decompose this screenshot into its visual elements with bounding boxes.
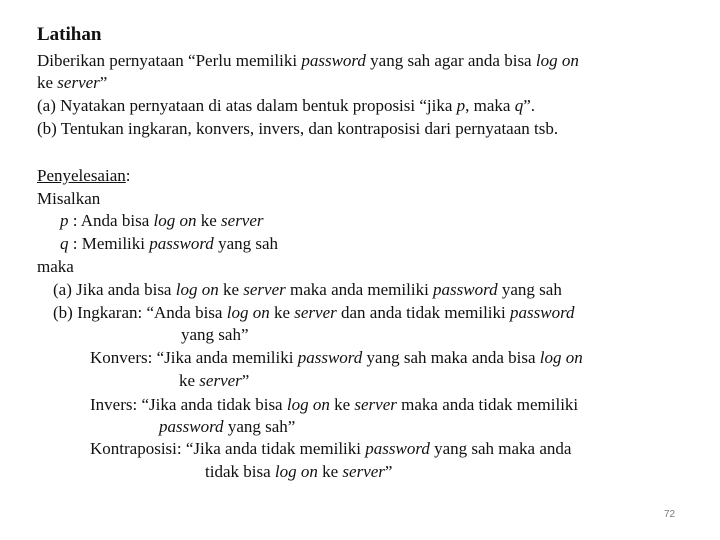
text: yang sah”: [223, 417, 296, 436]
konvers-line-2: [179, 370, 249, 392]
text: ke: [218, 280, 244, 299]
text: ke: [269, 303, 295, 322]
kontraposisi-line-1: [90, 438, 571, 460]
italic-term: password: [297, 348, 363, 367]
text: yang sah: [213, 234, 279, 253]
italic-term: log on: [535, 51, 579, 70]
misalkan-label: Misalkan: [37, 189, 101, 208]
italic-term: log on: [153, 211, 197, 230]
p-definition: [60, 210, 264, 232]
invers-line-1: [90, 394, 578, 416]
konvers-line-1: [90, 347, 583, 369]
solution-heading: [37, 165, 130, 187]
question-a: [37, 95, 535, 117]
text: Kontraposisi: “Jika anda tidak memiliki: [90, 439, 366, 458]
statement-line-1: [37, 50, 579, 72]
text: ”: [99, 73, 108, 92]
text: : Anda bisa: [68, 211, 154, 230]
text: ”: [384, 462, 393, 481]
text: ”: [241, 371, 250, 390]
italic-term: password: [159, 417, 224, 436]
statement-line-2: [37, 72, 107, 94]
italic-term: server: [354, 395, 397, 414]
text: yang sah maka anda bisa: [362, 348, 540, 367]
italic-term: server: [57, 73, 100, 92]
slide-title: Latihan: [37, 24, 102, 45]
italic-term: server: [221, 211, 264, 230]
text: ”.: [523, 96, 536, 115]
italic-term: password: [365, 439, 430, 458]
text: yang sah: [497, 280, 562, 299]
text: maka anda memiliki: [285, 280, 434, 299]
text: dan anda tidak memiliki: [336, 303, 510, 322]
answer-a: [53, 279, 562, 301]
text: Invers: “Jika anda tidak bisa: [90, 395, 287, 414]
text: Diberikan pernyataan “Perlu memiliki: [37, 51, 302, 70]
italic-term: log on: [274, 462, 318, 481]
answer-b-ingkaran: [53, 302, 575, 324]
text: ke: [179, 371, 200, 390]
italic-term: password: [149, 234, 214, 253]
text: ke: [317, 462, 343, 481]
italic-term: server: [342, 462, 385, 481]
answer-b-ingkaran-cont: yang sah”: [181, 325, 249, 344]
text: ke: [329, 395, 355, 414]
text: tidak bisa: [205, 462, 275, 481]
italic-term: log on: [226, 303, 270, 322]
text: ke: [37, 73, 58, 92]
text: (a) Nyatakan pernyataan di atas dalam bentuk proposisi “jika: [37, 96, 457, 115]
italic-term: q: [514, 96, 524, 115]
text: : Memiliki: [68, 234, 150, 253]
variable-q: q: [60, 234, 69, 253]
italic-term: server: [294, 303, 337, 322]
invers-line-2: [159, 416, 295, 438]
kontraposisi-line-2: [205, 461, 392, 483]
maka-label: maka: [37, 257, 74, 276]
italic-term: server: [243, 280, 286, 299]
text: :: [125, 166, 131, 185]
question-b: (b) Tentukan ingkaran, konvers, invers, dan kontraposisi dari pernyataan tsb.: [37, 119, 559, 138]
italic-term: log on: [175, 280, 219, 299]
italic-term: log on: [539, 348, 583, 367]
text: yang sah agar anda bisa: [365, 51, 536, 70]
text: , maka: [465, 96, 515, 115]
text: maka anda tidak memiliki: [396, 395, 579, 414]
italic-term: p: [456, 96, 466, 115]
text: (b) Ingkaran: “Anda bisa: [53, 303, 227, 322]
italic-term: password: [433, 280, 498, 299]
q-definition: [60, 233, 278, 255]
text: Konvers: “Jika anda memiliki: [90, 348, 298, 367]
text: (a) Jika anda bisa: [53, 280, 176, 299]
italic-term: log on: [286, 395, 330, 414]
heading-text: Penyelesaian: [37, 166, 126, 185]
variable-p: p: [60, 211, 69, 230]
text: yang sah maka anda: [429, 439, 572, 458]
page-number: 72: [664, 509, 676, 520]
text: ke: [196, 211, 222, 230]
italic-term: server: [199, 371, 242, 390]
italic-term: password: [510, 303, 575, 322]
italic-term: password: [301, 51, 366, 70]
